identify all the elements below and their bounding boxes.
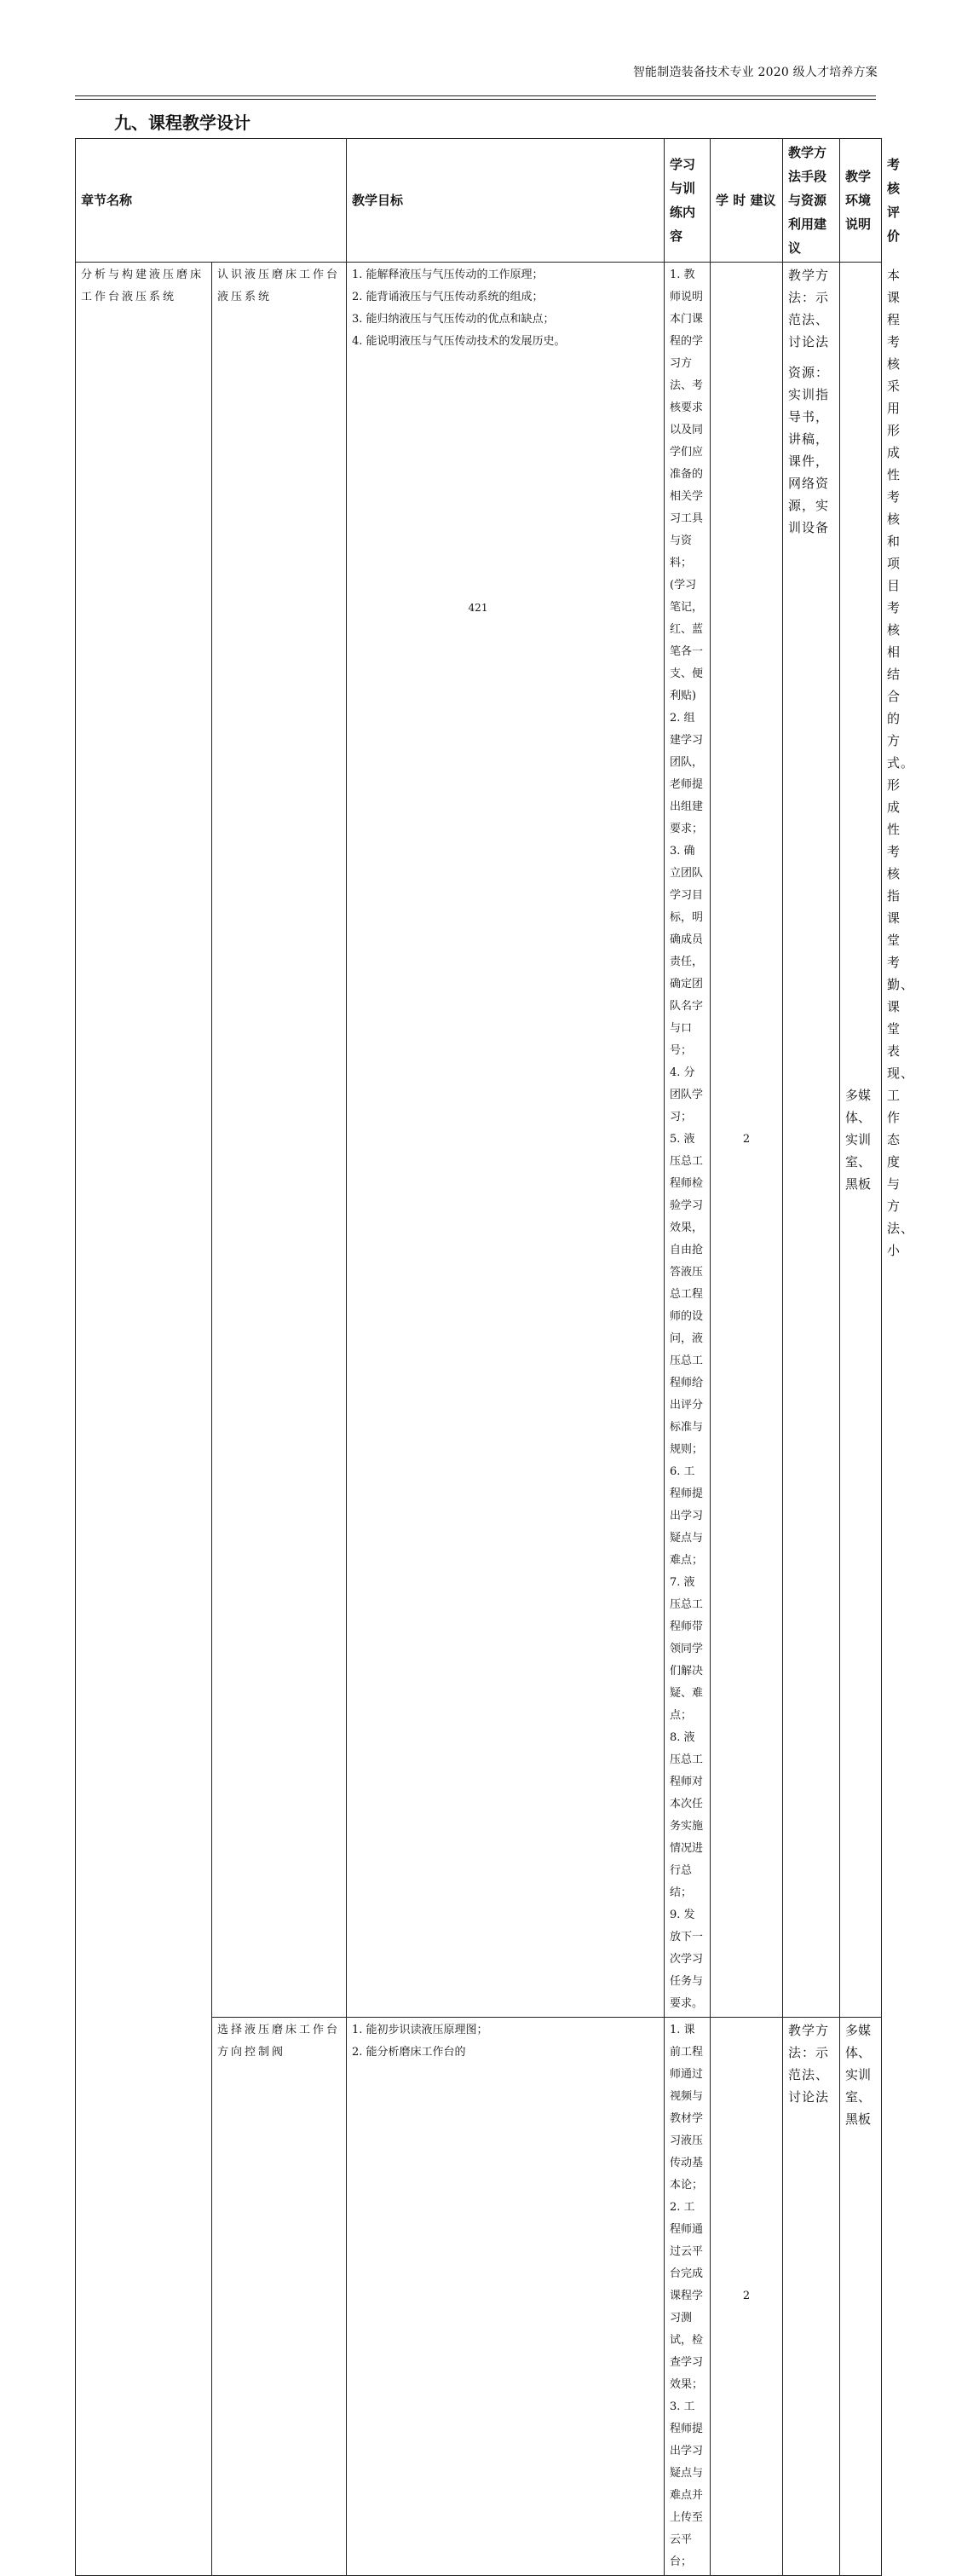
content-item: 7. 液压总工程师带领同学们解决疑、难点；: [670, 1576, 704, 1722]
content-cell: [665, 263, 711, 2018]
course-design-table: [75, 138, 915, 2576]
content-item: 5. 液压总工程师检验学习效果，自由抢答液压总工程师的设问，液压总工程师给出评分标准与规则；: [670, 1133, 704, 1456]
section-title: 九、课程教学设计: [114, 113, 251, 133]
task-name-cell: 选择液压磨床工作台方向控制阀: [212, 2018, 347, 2576]
content-item: 8. 液压总工程师对本次任务实施情况进行总结；: [670, 1731, 704, 1899]
content-cell: [665, 2018, 711, 2576]
environment-cell: 多媒体、实训室、黑板: [840, 2018, 882, 2576]
objective-item: 3. 能归纳液压与气压传动的优点和缺点；: [352, 313, 555, 326]
objective-item: 1. 能初步识读液压原理图；: [352, 2024, 488, 2036]
col-header-environment: 教学环境说明: [840, 139, 882, 263]
col-header-chapter: 章节名称: [76, 139, 347, 263]
header-rule-bottom: [75, 99, 876, 100]
table-header-row: 章节名称 教学目标 学习与训练内容 学 时 建议 教学方法手段与资源利用建议 教学环境说明 考核评价: [76, 139, 882, 263]
methods-spacer: [788, 353, 834, 361]
content-item: 9. 发放下一次学习任务与要求。: [670, 1909, 704, 2010]
methods-cell: 教学方法：示范法、讨论法: [783, 2018, 840, 2576]
content-item: 2. 工程师通过云平台完成课程学习测试，检查学习效果；: [670, 2201, 704, 2391]
methods-cell: [783, 263, 840, 2018]
objective-item: 1. 能解释液压与气压传动的工作原理；: [352, 269, 544, 281]
environment-cell: 多媒体、实训室、黑板: [840, 263, 882, 2018]
col-header-methods: 教学方法手段与资源利用建议: [783, 139, 840, 263]
objective-item: 2. 能分析磨床工作台的: [352, 2046, 466, 2059]
objectives-cell: [347, 2018, 665, 2576]
header-rule-top: [75, 95, 876, 96]
content-item: 2. 组建学习团队，老师提出组建要求；3. 确立团队学习目标，明确成员责任，确定团队名字与口号；: [670, 712, 704, 1057]
content-item: 6. 工程师提出学习疑点与难点；: [670, 1465, 704, 1567]
col-header-objectives: 教学目标: [347, 139, 665, 263]
content-item: 1. 教师说明本门课程的学习方法、考核要求以及同学们应准备的相关学习工具与资料；(学习笔记，红、蓝笔各一支、便利贴): [670, 269, 704, 702]
objective-item: 4. 能说明液压与气压传动技术的发展历史。: [352, 335, 566, 348]
chapter-name-cell: 分析与构建液压磨床工作台液压系统: [76, 263, 212, 2576]
hours-cell: 2: [711, 2018, 783, 2576]
col-header-hours: 学 时 建议: [711, 139, 783, 263]
page-number: 421: [468, 602, 488, 614]
objectives-cell: [347, 263, 665, 2018]
content-item: 4. 分团队学习；: [670, 1066, 704, 1123]
resources-text: 资源：实训指导书，讲稿，课件，网络资源，实训设备: [788, 365, 830, 535]
objective-item: 2. 能背诵液压与气压传动系统的组成；: [352, 291, 544, 303]
methods-text: 教学方法：示范法、讨论法: [788, 268, 830, 349]
hours-cell: 2: [711, 263, 783, 2018]
content-item: 3. 工程师提出学习疑点与难点并上传至云平台；: [670, 2400, 704, 2568]
table-row: 分析与构建液压磨床工作台液压系统 认识液压磨床工作台液压系统 1. 能解释液压与气压传动的工作原理； 2. 能背诵液压与气压传动系统的组成； 3. 能归纳液压与气压传动的优点和缺点； 4. 能说明液压与气压传动技术的发展历史。 1. 教师说明本门课程的学习方法、考核要求以及同学们应准备的相关学习工具与资料；(学习笔记，红、蓝笔各一支、便利贴) 2. 组建学习团队，老师提出组建要求；3. 确立团队学习目标，明确成员责任，确定团队名字与口号； 4. 分团队学习； 5. 液压总工程师检验学习效果，自由抢答液压总工程师的设问，液压总工程师给出评分标准与规则； 6. 工程师提出学习疑点与难点； 7. 液压总工程师带领同学们解决疑、难点； 8. 液压总工程师对本次任务实施情况进行总结； 9. 发放下一次学习任务与要求。 2 教学方法：示范法、讨论法 资源：实训指导书，讲稿，课件，网络资源，实训设备 多媒体、实训室、黑板 本课程考核采用形成性考核和项目考核相结合的方式。形成性考核指课堂考勤、课堂表现、工作态度与方法、小: [76, 263, 882, 2018]
task-name-cell: 认识液压磨床工作台液压系统: [212, 263, 347, 2018]
header-title: 智能制造装备技术专业 2020 级人才培养方案: [632, 66, 878, 79]
content-item: 1. 课前工程师通过视频与教材学习液压传动基本论；: [670, 2024, 704, 2192]
col-header-content: 学习与训练内容: [665, 139, 711, 263]
